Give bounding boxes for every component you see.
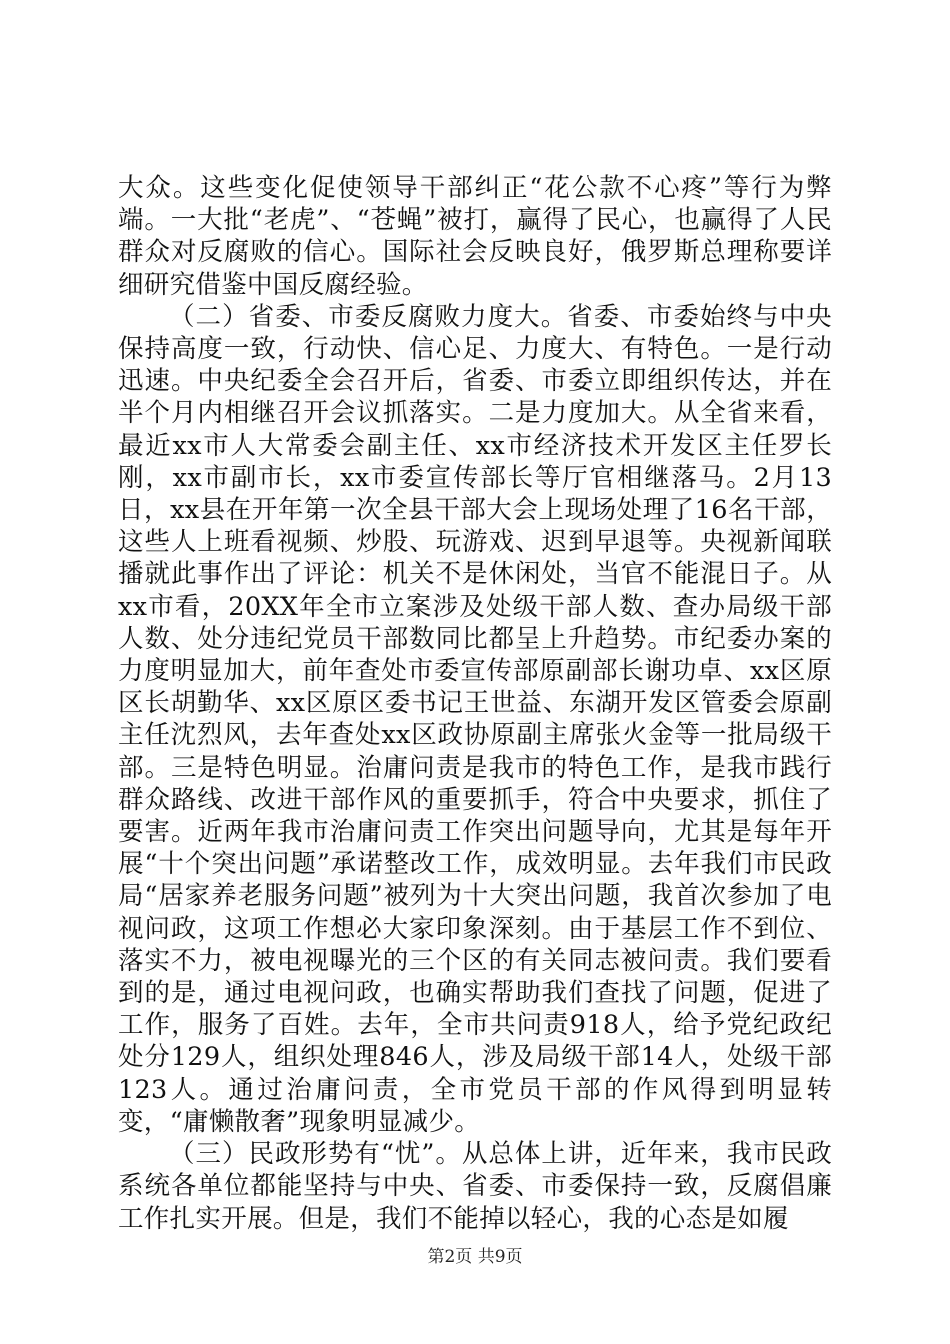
- paragraph-1: 大众。这些变化促使领导干部纠正“花公款不心疼”等行为弊端。一大批“老虎”、“苍蝇”被打，赢得了民心，也赢得了人民群众对反腐败的信心。国际社会反映良好，俄罗斯总理称要详细研究借鉴中国反腐经验。: [118, 173, 832, 300]
- page-number-footer: 第2页 共9页: [427, 1247, 523, 1267]
- paragraph-2: （二）省委、市委反腐败力度大。省委、市委始终与中央保持高度一致，行动快、信心足、力度大、有特色。一是行动迅速。中央纪委全会召开后，省委、市委立即组织传达，并在半个月内相继召开会议抓落实。二是力度加大。从全省来看，最近xx市人大常委会副主任、xx市经济技术开发区主任罗长刚，xx市副市长，xx市委宣传部长等厅官相继落马。2月13日，xx县在开年第一次全县干部大会上现场处理了16名干部，这些人上班看视频、炒股、玩游戏、迟到早退等。央视新闻联播就此事作出了评论：机关不是休闲处，当官不能混日子。从xx市看，20XX年全市立案涉及处级干部人数、查办局级干部人数、处分违纪党员干部数同比都呈上升趋势。市纪委办案的力度明显加大，前年查处市委宣传部原副部长谢功卓、xx区原区长胡勤华、xx区原区委书记王世益、东湖开发区管委会原副主任沈烈风，去年查处xx区政协原副主席张火金等一批局级干部。三是特色明显。治庸问责是我市的特色工作，是我市践行群众路线、改进干部作风的重要抓手，符合中央要求，抓住了要害。近两年我市治庸问责工作突出问题导向，尤其是每年开展“十个突出问题”承诺整改工作，成效明显。去年我们市民政局“居家养老服务问题”被列为十大突出问题，我首次参加了电视问政，这项工作想必大家印象深刻。由于基层工作不到位、落实不力，被电视曝光的三个区的有关同志被问责。我们要看到的是，通过电视问政，也确实帮助我们查找了问题，促进了工作，服务了百姓。去年，全市共问责918人，给予党纪政纪处分129人，组织处理846人，涉及局级干部14人，处级干部123人。通过治庸问责，全市党员干部的作风得到明显转变，“庸懒散奢”现象明显减少。: [118, 301, 832, 1137]
- document-body: [118, 172, 832, 1235]
- paragraph-3: （三）民政形势有“忧”。从总体上讲，近年来，我市民政系统各单位都能坚持与中央、省委、市委保持一致，反腐倡廉工作扎实开展。但是，我们不能掉以轻心，我的心态是如履: [118, 1139, 832, 1234]
